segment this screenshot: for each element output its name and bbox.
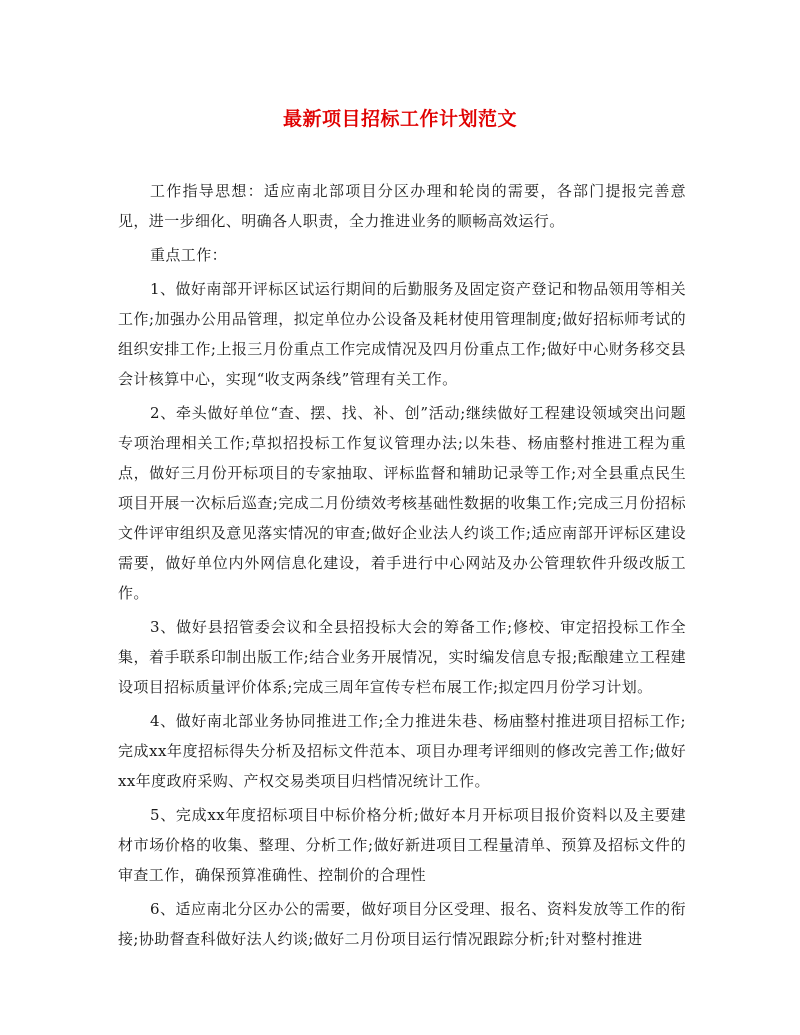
paragraph-item-5: 5、完成xx年度招标项目中标价格分析;做好本月开标项目报价资料以及主要建材市场价格的收集、整理、分析工作;做好新进项目工程量清单、预算及招标文件的审查工作，确保预算准确性、控制价的合理性 [118, 806, 686, 884]
paragraph-item-1: 1、做好南部开评标区试运行期间的后勤服务及固定资产登记和物品领用等相关工作;加强办公用品管理，拟定单位办公设备及耗材使用管理制度;做好招标师考试的组织安排工作;上报三月份重点工作完成情况及四月份重点工作;做好中心财务移交县会计核算中心，实现“收支两条线”管理有关工作。 [118, 280, 686, 388]
document-body [118, 176, 686, 958]
paragraph-item-2: 2、牵头做好单位“查、摆、找、补、创”活动;继续做好工程建设领域突出问题专项治理相关工作;草拟招投标工作复议管理办法;以朱巷、杨庙整村推进工程为重点，做好三月份开标项目的专家抽取、评标监督和辅助记录等工作;对全县重点民生项目开展一次标后巡查;完成二月份绩效考核基础性数据的收集工作;完成三月份招标文件评审组织及意见落实情况的审查;做好企业法人约谈工作;适应南部开评标区建设需要，做好单位内外网信息化建设，着手进行中心网站及办公管理软件升级改版工作。 [118, 404, 686, 602]
paragraph-key-work-heading: 重点工作： [150, 246, 228, 264]
paragraph-item-3: 3、做好县招管委会议和全县招投标大会的筹备工作;修校、审定招投标工作全集，着手联系印制出版工作;结合业务开展情况，实时编发信息专报;酝酿建立工程建设项目招标质量评价体系;完成三周年宣传专栏布展工作;拟定四月份学习计划。 [118, 618, 686, 696]
paragraph-item-4: 4、做好南北部业务协同推进工作;全力推进朱巷、杨庙整村推进项目招标工作;完成xx年度招标得失分析及招标文件范本、项目办理考评细则的修改完善工作;做好xx年度政府采购、产权交易类项目归档情况统计工作。 [118, 712, 686, 790]
paragraph-item-6: 6、适应南北分区办公的需要，做好项目分区受理、报名、资料发放等工作的衔接;协助督查科做好法人约谈;做好二月份项目运行情况跟踪分析;针对整村推进 [118, 900, 686, 948]
paragraph-guiding-thought: 工作指导思想：适应南北部项目分区办理和轮岗的需要，各部门提报完善意见，进一步细化、明确各人职责，全力推进业务的顺畅高效运行。 [118, 182, 686, 230]
document-title: 最新项目招标工作计划范文 [282, 108, 517, 130]
